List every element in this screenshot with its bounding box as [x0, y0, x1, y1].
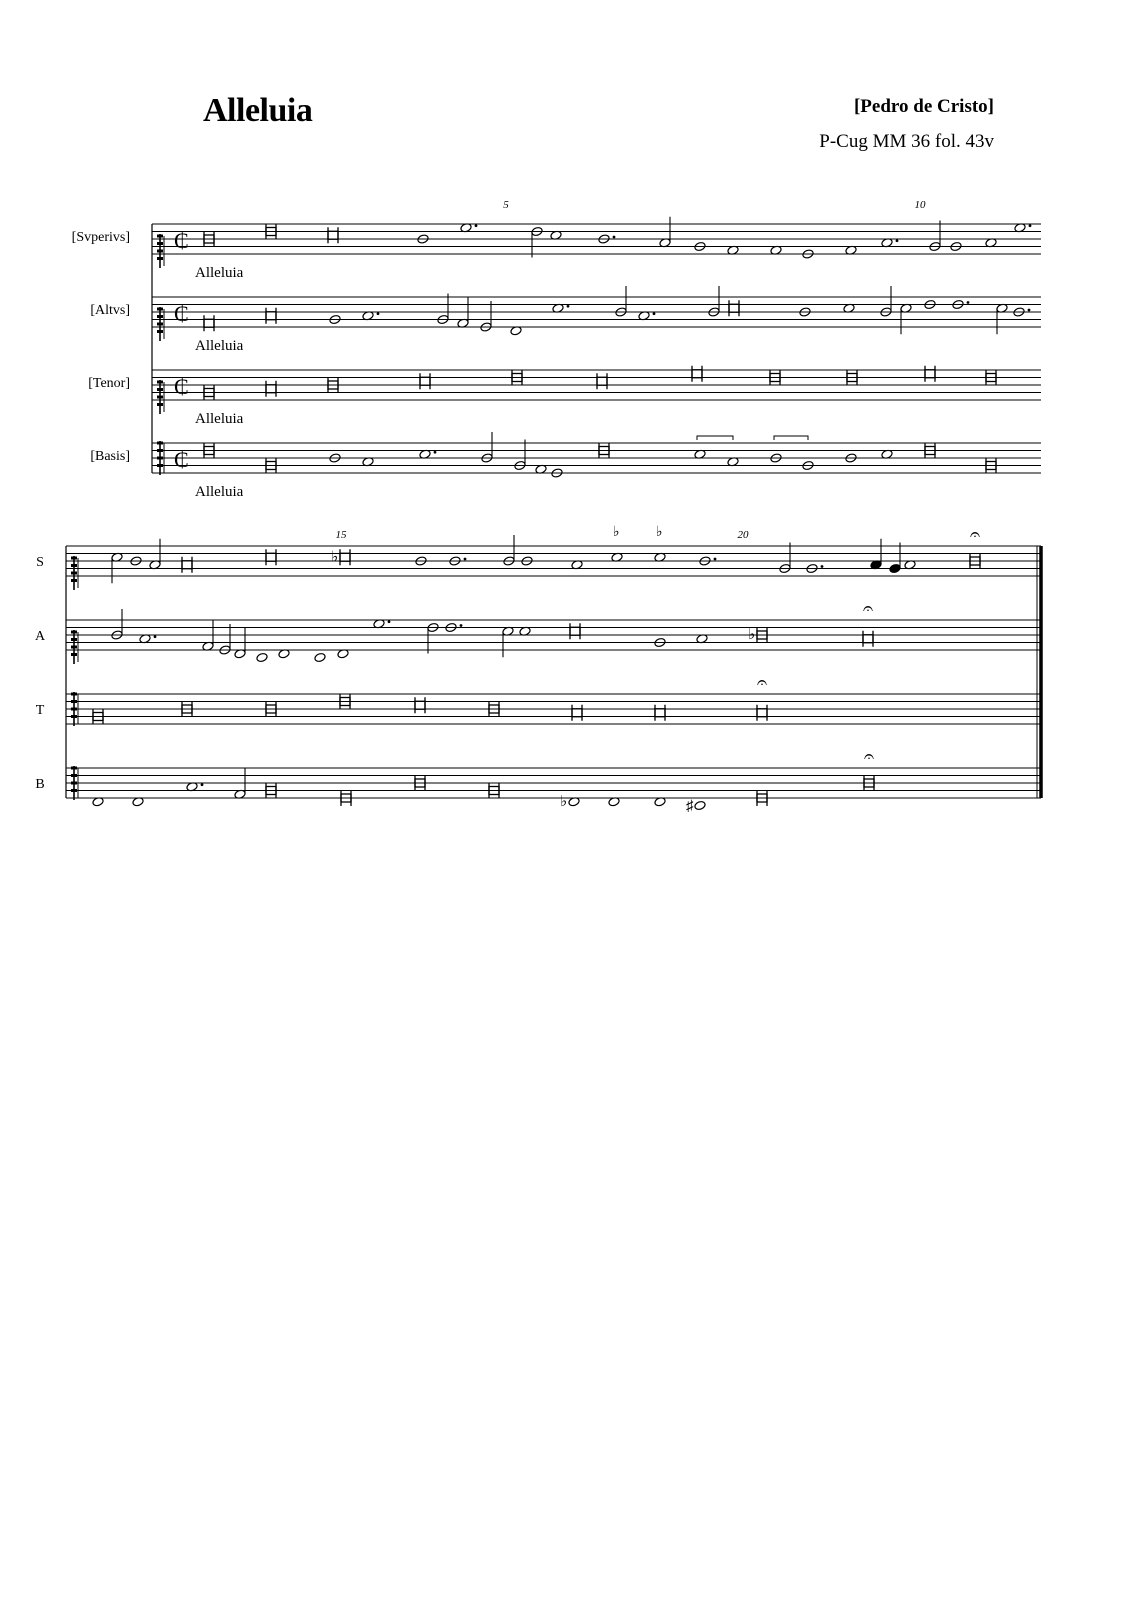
note	[597, 373, 607, 389]
clef-block	[157, 257, 163, 260]
voice-label: T	[35, 703, 45, 718]
note-head	[415, 701, 425, 709]
note	[729, 300, 739, 316]
note-dot	[460, 624, 463, 627]
note	[331, 549, 350, 565]
note	[889, 543, 901, 574]
clef-block	[157, 381, 163, 384]
clef-block	[71, 693, 77, 696]
note-head	[266, 385, 276, 393]
note-dot	[1029, 224, 1032, 227]
note	[863, 598, 873, 647]
note-head	[266, 312, 276, 320]
note-head	[597, 377, 607, 385]
note	[659, 217, 671, 248]
note	[204, 315, 214, 331]
clef-block	[71, 579, 77, 582]
note-head	[328, 231, 338, 239]
composer-attribution: [Pedro de Cristo]	[853, 96, 994, 117]
clef-block	[157, 457, 163, 460]
c-clef	[71, 692, 78, 726]
note-dot	[475, 224, 478, 227]
staff	[66, 694, 1041, 724]
note	[502, 626, 514, 657]
note	[925, 366, 935, 382]
note-head	[420, 377, 430, 385]
clef-block	[157, 323, 163, 326]
note	[234, 628, 246, 659]
note-dot	[653, 312, 656, 315]
source-reference: P-Cug MM 36 fol. 43v	[819, 131, 994, 152]
note	[655, 705, 665, 721]
clef-block	[157, 242, 163, 245]
note-dot	[201, 783, 204, 786]
measure-number: 5	[503, 199, 509, 211]
note-dot	[434, 451, 437, 454]
note-dot	[154, 635, 157, 638]
clef-block	[71, 708, 77, 711]
fermata: 𝄐	[756, 672, 768, 692]
mensuration-sign: ₵	[174, 301, 189, 326]
note-head	[925, 370, 935, 378]
note	[149, 539, 161, 570]
note	[256, 652, 268, 662]
note	[654, 525, 666, 562]
clef-block	[157, 250, 163, 253]
note	[111, 552, 123, 583]
clef-block	[71, 700, 77, 703]
note-head	[204, 319, 214, 327]
note	[870, 539, 882, 570]
note	[560, 794, 580, 810]
clef-block	[71, 564, 77, 567]
note-head	[863, 635, 873, 643]
note	[570, 623, 580, 639]
c-clef	[71, 766, 78, 800]
voice-label: [Altvs]	[90, 303, 130, 318]
flat-sign: ♭	[331, 549, 339, 566]
note-dot	[388, 620, 391, 623]
note	[266, 381, 276, 397]
clef-block	[71, 715, 77, 718]
note	[182, 557, 192, 573]
note	[692, 366, 702, 382]
note-dot	[896, 239, 899, 242]
score-title: Alleluia	[203, 92, 313, 129]
sharp-sign: ♯	[686, 798, 694, 815]
fermata: 𝄐	[862, 598, 874, 618]
note-dot	[567, 305, 570, 308]
note	[686, 799, 706, 815]
note-head	[572, 709, 582, 717]
clef-block	[71, 557, 77, 560]
mensuration-sign: ₵	[174, 228, 189, 253]
note-dot	[967, 301, 970, 304]
clef-block	[71, 767, 77, 770]
lyric-syllable: Alleluia	[195, 338, 244, 354]
note-head	[692, 370, 702, 378]
note-head	[182, 561, 192, 569]
ficta-flat: ♭	[656, 525, 663, 540]
clef-block	[157, 403, 163, 406]
note	[611, 525, 623, 562]
note	[234, 768, 246, 799]
note	[996, 303, 1008, 334]
note-head	[266, 553, 276, 561]
fermata: 𝄐	[969, 524, 981, 544]
note-head	[570, 627, 580, 635]
voice-label: [Tenor]	[88, 376, 130, 391]
c-clef	[157, 441, 164, 475]
note	[202, 620, 214, 651]
measure-number: 15	[335, 529, 347, 541]
staff	[66, 620, 1041, 650]
ligature-bracket	[697, 436, 733, 440]
mensuration-sign: ₵	[174, 374, 189, 399]
staff	[152, 224, 1041, 254]
note	[314, 652, 326, 662]
note-head	[729, 304, 739, 312]
clef-block	[71, 631, 77, 634]
flat-sign: ♭	[748, 627, 756, 643]
note-dot	[464, 558, 467, 561]
clef-block	[71, 572, 77, 575]
note	[420, 373, 430, 389]
note	[757, 672, 767, 721]
lyric-syllable: Alleluia	[195, 265, 244, 281]
lyric-syllable: Alleluia	[195, 484, 244, 500]
note-dot	[714, 558, 717, 561]
clef-block	[157, 396, 163, 399]
fermata: 𝄐	[863, 746, 875, 766]
clef-block	[157, 308, 163, 311]
voice-label: A	[34, 629, 46, 644]
clef-block	[71, 782, 77, 785]
note-dot	[377, 312, 380, 315]
clef-block	[157, 464, 163, 467]
note	[457, 297, 469, 328]
measure-number: 10	[914, 199, 926, 211]
clef-block	[71, 653, 77, 656]
staff	[66, 768, 1041, 798]
voice-label: [Svperivs]	[71, 230, 130, 245]
measure-number: 20	[737, 529, 749, 541]
clef-block	[71, 789, 77, 792]
voice-label: B	[35, 777, 45, 792]
clef-block	[157, 315, 163, 318]
ficta-flat: ♭	[613, 525, 620, 540]
note-dot	[821, 565, 824, 568]
clef-block	[157, 442, 163, 445]
note-head	[256, 652, 268, 662]
voice-label: [Basis]	[90, 449, 130, 464]
note-head	[757, 709, 767, 717]
ligature-line	[697, 436, 733, 440]
note	[266, 549, 276, 565]
clef-block	[71, 638, 77, 641]
note	[415, 697, 425, 713]
flat-sign: ♭	[560, 793, 568, 810]
clef-block	[71, 646, 77, 649]
note	[572, 705, 582, 721]
clef-block	[157, 388, 163, 391]
note-head	[889, 563, 901, 573]
staff	[152, 443, 1041, 473]
clef-block	[157, 449, 163, 452]
note	[900, 303, 912, 334]
note	[266, 308, 276, 324]
voice-label: S	[36, 555, 44, 570]
mensuration-sign: ₵	[174, 447, 189, 472]
note-head	[694, 800, 706, 810]
clef-block	[157, 235, 163, 238]
clef-block	[157, 330, 163, 333]
ligature-line	[774, 436, 808, 440]
clef-block	[71, 774, 77, 777]
note-dot	[613, 236, 616, 239]
note-head	[340, 553, 350, 561]
ligature-bracket	[774, 436, 808, 440]
lyric-syllable: Alleluia	[195, 411, 244, 427]
note-dot	[1028, 309, 1031, 312]
note-head	[314, 652, 326, 662]
note	[328, 227, 338, 243]
note-head	[655, 709, 665, 717]
